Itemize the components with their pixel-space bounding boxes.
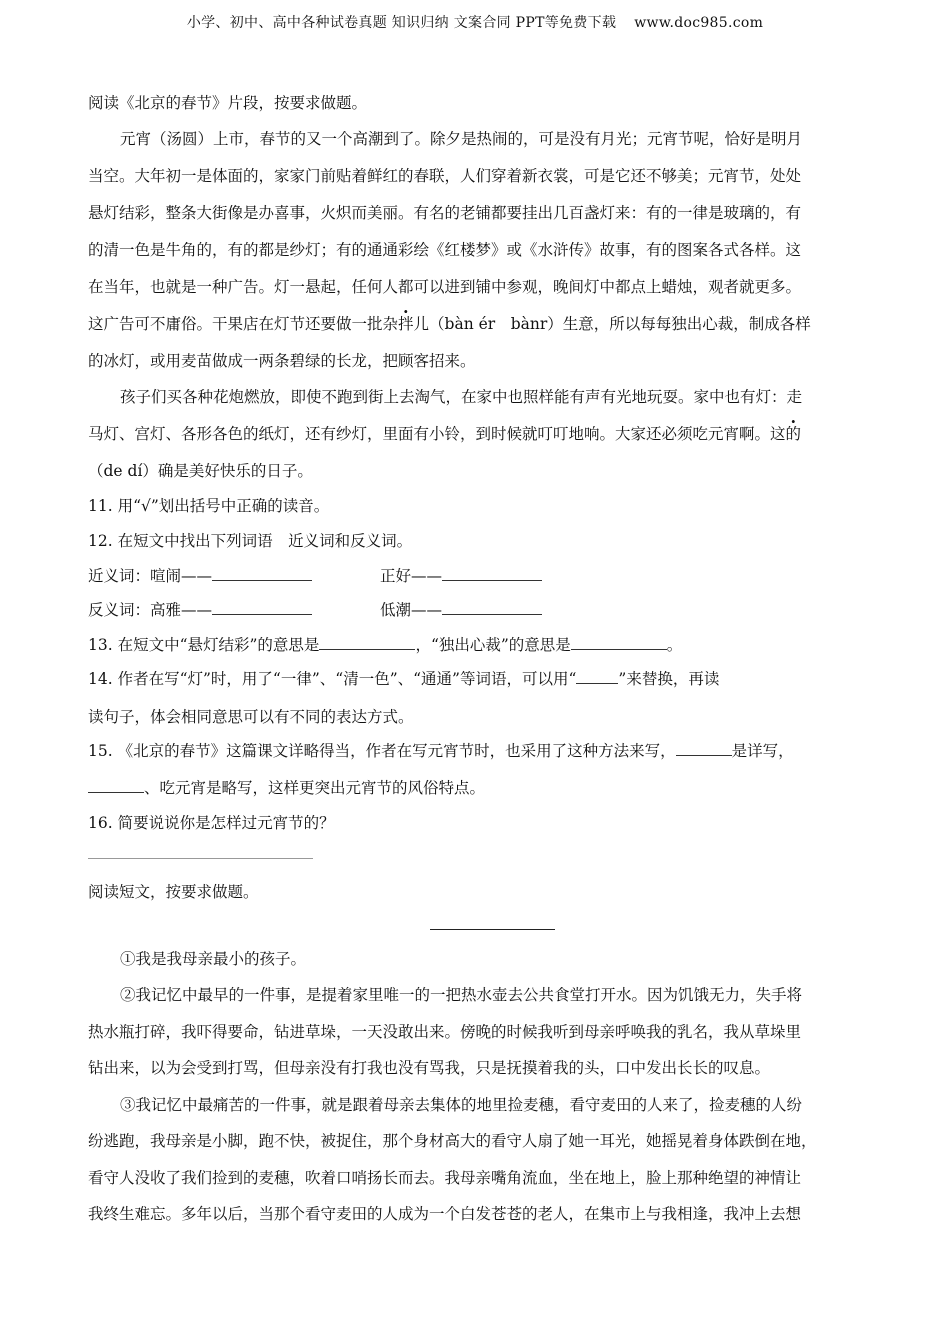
synonym-row: 近义词：喧闹—— 正好——: [88, 564, 542, 586]
passage1-intro: 阅读《北京的春节》片段，按要求做题。: [88, 94, 368, 112]
antonym-row: 反义词：高雅—— 低潮——: [88, 598, 542, 620]
passage1-line: （de dí）确是美好快乐的日子。: [88, 462, 313, 480]
dotted-char: 拌: [398, 315, 414, 333]
question-13: 13. 在短文中“悬灯结彩”的意思是 ，“独出心裁”的意思是 。: [88, 636, 683, 654]
passage1-line: 在当年，也就是一种广告。灯一悬起，任何人都可以进到铺中参观，晚间灯中都点上蜡烛，观者就更多。: [88, 278, 802, 296]
passage1-line: 当空。大年初一是体面的，家家门前贴着鲜红的春联，人们穿着新衣裳，可是它还不够美；元宵节，处处: [88, 167, 802, 185]
answer-blank[interactable]: [676, 741, 732, 756]
answer-line[interactable]: [88, 858, 313, 859]
answer-blank[interactable]: [571, 635, 667, 650]
passage2-intro: 阅读短文，按要求做题。: [88, 883, 259, 901]
passage1-line: 元宵（汤圆）上市，春节的又一个高潮到了。除夕是热闹的，可是没有月光；元宵节呢，恰好是明月: [120, 130, 803, 148]
passage2-line: 热水瓶打碎，我吓得要命，钻进草垛，一天没敢出来。傍晚的时候我听到母亲呼唤我的乳名，我从草垛里: [88, 1023, 802, 1041]
question-14: 14. 作者在写“灯”时，用了“一律”、“清一色”、“通通”等词语，可以用“ ”来替换，再读: [88, 670, 720, 688]
passage2-line: ②我记忆中最早的一件事，是提着家里唯一的一把热水壶去公共食堂打开水。因为饥饿无力，失手将: [120, 986, 803, 1004]
header-text: 小学、初中、高中各种试卷真题 知识归纳 文案合同 PPT等免费下载: [186, 15, 617, 31]
title-underline: [430, 929, 555, 930]
question-15-cont: 、吃元宵是略写，这样更突出元宵节的风俗特点。: [88, 776, 485, 798]
passage1-line: 这广告可不庸俗。干果店在灯节还要做一批杂拌儿（bàn ér bànr）生意，所以每每独出心裁，制成各样: [88, 315, 811, 333]
passage2-line: 纷逃跑，我母亲是小脚，跑不快，被捉住，那个身材高大的看守人扇了她一耳光，她摇晃着身体跌倒在地，: [88, 1132, 817, 1150]
answer-blank[interactable]: [212, 566, 312, 581]
header-url[interactable]: www.doc985.com: [634, 15, 764, 31]
passage1-line: 的清一色是牛角的，有的都是纱灯；有的通通彩绘《红楼梦》或《水浒传》故事，有的图案各式各样。这: [88, 241, 802, 259]
passage1-line: 孩子们买各种花炮燃放，即使不跑到街上去淘气，在家中也照样能有声有光地玩耍。家中也有灯：走: [120, 388, 803, 406]
passage1-line: 悬灯结彩，整条大街像是办喜事，火炽而美丽。有名的老铺都要挂出几百盏灯来：有的一律是玻璃的，有: [88, 204, 802, 222]
answer-blank[interactable]: [319, 635, 415, 650]
question-14-cont: 读句子，体会相同意思可以有不同的表达方式。: [88, 708, 414, 726]
dotted-char: 的: [785, 425, 802, 443]
passage2-line: 看守人没收了我们捡到的麦穗，吹着口哨扬长而去。我母亲嘴角流血，坐在地上，脸上那种绝望的神情让: [88, 1169, 802, 1187]
question-16: 16. 简要说说你是怎样过元宵节的？: [88, 814, 335, 832]
passage2-line: ①我是我母亲最小的孩子。: [120, 950, 307, 968]
passage1-line: 马灯、宫灯、各形各色的纸灯，还有纱灯，里面有小铃，到时候就叮叮地响。大家还必须吃元宵啊。这的: [88, 425, 802, 443]
passage2-line: ③我记忆中最痛苦的一件事，就是跟着母亲去集体的地里捡麦穗，看守麦田的人来了，捡麦穗的人纷: [120, 1096, 803, 1114]
answer-blank[interactable]: [212, 600, 312, 615]
answer-blank[interactable]: [576, 669, 618, 684]
page-header: [0, 12, 950, 32]
question-11: 11. 用“√”划出括号中正确的读音。: [88, 497, 330, 515]
answer-blank[interactable]: [442, 600, 542, 615]
question-12: 12. 在短文中找出下列词语 近义词和反义词。: [88, 532, 413, 550]
question-15: 15. 《北京的春节》这篇课文详略得当，作者在写元宵节时，也采用了这种方法来写， 是详写，: [88, 742, 794, 760]
passage1-line: 的冰灯，或用麦苗做成一两条碧绿的长龙，把顾客招来。: [88, 352, 476, 370]
passage2-line: 我终生难忘。多年以后，当那个看守麦田的人成为一个白发苍苍的老人，在集市上与我相逢，我冲上去想: [88, 1205, 802, 1223]
passage2-line: 钻出来，以为会受到打骂，但母亲没有打我也没有骂我，只是抚摸着我的头，口中发出长长的叹息。: [88, 1059, 771, 1077]
answer-blank[interactable]: [442, 566, 542, 581]
answer-blank[interactable]: [88, 778, 144, 793]
